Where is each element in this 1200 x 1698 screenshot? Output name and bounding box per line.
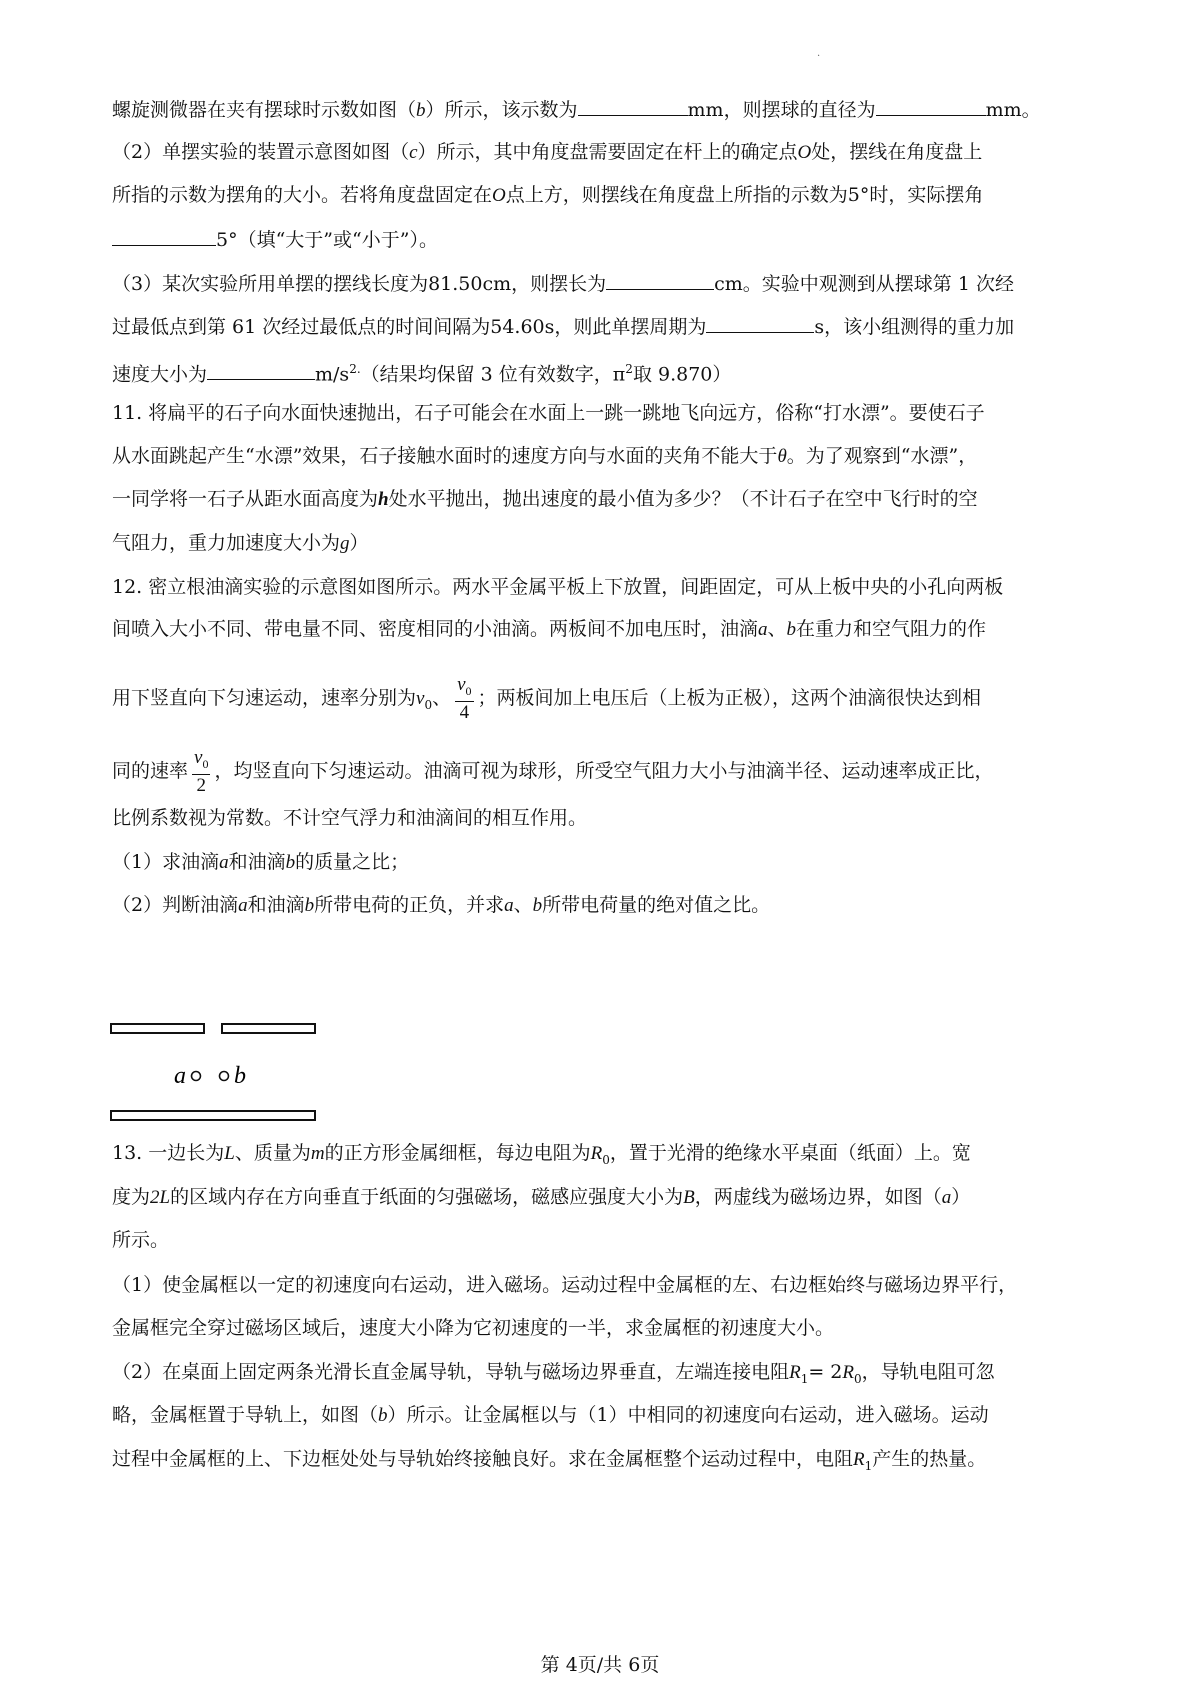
- q10-part-2-line-1: （2）单摆实验的装置示意图如图（c）所示，其中角度盘需要固定在杆上的确定点O处，摆线在角度盘上: [112, 141, 983, 163]
- q11-line-1: 11. 将扁平的石子向水面快速抛出，石子可能会在水面上一跳一跳地飞向远方，俗称“打水漂”。要使石子: [112, 402, 985, 424]
- q12-line-2: 间喷入大小不同、带电量不同、密度相同的小油滴。两板间不加电压时，油滴a、b在重力和空气阻力的作: [112, 618, 987, 640]
- top-mark: .: [817, 48, 821, 59]
- q13-line-1: 13. 一边长为L、质量为m的正方形金属细框，每边电阻为$R_0$，置于光滑的绝缘水平桌面（纸面）上。宽: [112, 1142, 971, 1167]
- droplet-a: [192, 1072, 201, 1081]
- answer-blank[interactable]: [876, 97, 986, 116]
- answer-blank[interactable]: [606, 271, 714, 290]
- q10-part-3-line-1: （3）某次实验所用单摆的摆线长度为81.50cm，则摆长为 cm。实验中观测到从摆球第 1 次经: [112, 273, 1014, 295]
- q12-line-4: 同的速率 $\frac{v_0}{2}$ ，均竖直向下匀速运动。油滴可视为球形，所受空气阻力大小与油滴半径、运动速率成正比，: [112, 746, 994, 797]
- page-footer: 第 4页/共 6页: [540, 1654, 660, 1676]
- answer-blank[interactable]: [207, 361, 315, 380]
- lower-plate: [111, 1111, 315, 1120]
- answer-blank[interactable]: [706, 314, 814, 333]
- droplet-b: [220, 1072, 229, 1081]
- q13-subq-2-line-2: 略，金属框置于导轨上，如图（b）所示。让金属框以与（1）中相同的初速度向右运动，进入磁场。运动: [112, 1404, 989, 1426]
- upper-plate-right: [222, 1024, 315, 1033]
- answer-blank[interactable]: [578, 97, 688, 116]
- q10-part-3-line-3: 速度大小为 $m/s^{2.}$（结果均保留 3 位有效数字，$\pi^2$取 9.870）: [112, 362, 732, 386]
- q10-line-1: 螺旋测微器在夹有摆球时示数如图（b）所示，该示数为 mm，则摆球的直径为 mm。: [112, 99, 1041, 121]
- fraction-v0-over-4: $\frac{v_0}{4}$: [457, 673, 472, 724]
- answer-blank[interactable]: [112, 227, 216, 246]
- q13-line-3: 所示。: [112, 1229, 170, 1251]
- upper-plate-left: [111, 1024, 204, 1033]
- q10-part-2-line-3: 5°（填“大于”或“小于”）。: [112, 227, 1097, 252]
- q13-subq-2-line-1: （2）在桌面上固定两条光滑长直金属导轨，导轨与磁场边界垂直，左端连接电阻$R_1= 2R_0$，导轨电阻可忽: [112, 1361, 995, 1386]
- q12-subq-2: （2）判断油滴a和油滴b所带电荷的正负，并求a、b所带电荷量的绝对值之比。: [112, 894, 771, 916]
- q11-line-3: 一同学将一石子从距水面高度为h处水平抛出，抛出速度的最小值为多少？（不计石子在空中飞行时的空: [112, 488, 978, 510]
- q10-part-2-line-2: 所指的示数为摆角的大小。若将角度盘固定在O点上方，则摆线在角度盘上所指的示数为5°时，实际摆角: [112, 184, 984, 206]
- millikan-oil-drop-figure: [110, 1023, 320, 1123]
- q12-line-3: 用下竖直向下匀速运动，速率分别为$v_0$、 $\frac{v_0}{4}$ ；两板间加上电压后（上板为正极），这两个油滴很快达到相: [112, 673, 982, 724]
- q10-part-3-line-2: 过最低点到第 61 次经过最低点的时间间隔为54.60s，则此单摆周期为 s，该小组测得的重力加: [112, 316, 1015, 338]
- q13-subq-1-line-2: 金属框完全穿过磁场区域后，速度大小降为它初速度的一半，求金属框的初速度大小。: [112, 1317, 835, 1339]
- q12-subq-1: （1）求油滴a和油滴b的质量之比；: [112, 851, 410, 873]
- q13-subq-1-line-1: （1）使金属框以一定的初速度向右运动，进入磁场。运动过程中金属框的左、右边框始终与磁场边界平行，: [112, 1274, 1018, 1296]
- droplet-b-label: b: [234, 1063, 246, 1089]
- q12-line-5: 比例系数视为常数。不计空气浮力和油滴间的相互作用。: [112, 807, 588, 829]
- fraction-v0-over-2: $\frac{v_0}{2}$: [194, 746, 209, 797]
- q13-subq-2-line-3: 过程中金属框的上、下边框处处与导轨始终接触良好。求在金属框整个运动过程中，电阻$R_1$产生的热量。: [112, 1448, 987, 1473]
- droplet-a-label: a: [174, 1063, 186, 1089]
- q11-line-4: 气阻力，重力加速度大小为g）: [112, 532, 369, 554]
- q13-line-2: 度为2L的区域内存在方向垂直于纸面的匀强磁场，磁感应强度大小为B，两虚线为磁场边界，如图（a）: [112, 1186, 971, 1208]
- q12-line-1: 12. 密立根油滴实验的示意图如图所示。两水平金属平板上下放置，间距固定，可从上板中央的小孔向两板: [112, 576, 1004, 598]
- q11-line-2: 从水面跳起产生“水漂”效果，石子接触水面时的速度方向与水面的夹角不能大于θ。为了观察到“水漂”，: [112, 445, 978, 467]
